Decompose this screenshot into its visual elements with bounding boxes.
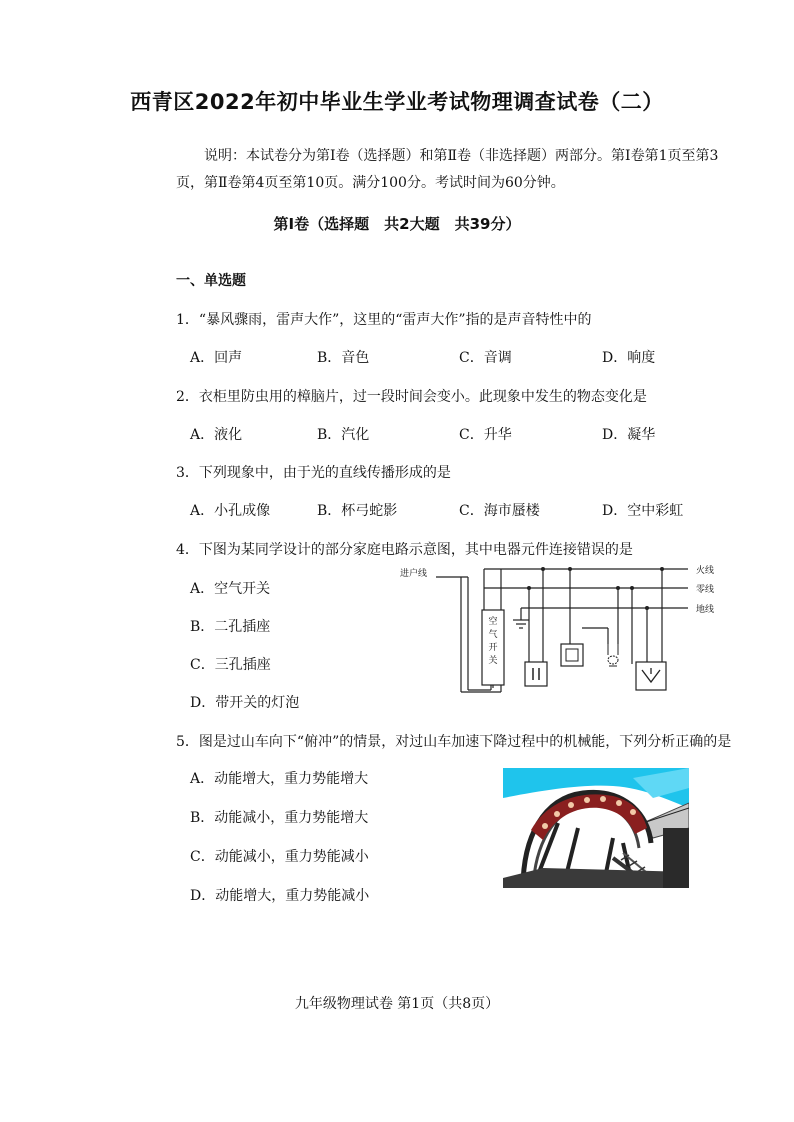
household-circuit-diagram xyxy=(396,560,696,700)
question-2-option-b: B．汽化 xyxy=(317,427,370,443)
ground-wire-label: 地线 xyxy=(696,605,715,615)
question-3-option-c: C．海市蜃楼 xyxy=(459,503,540,519)
question-2-option-c: C．升华 xyxy=(459,427,512,443)
roller-coaster-image xyxy=(503,768,689,888)
air-switch-label-char: 空 xyxy=(488,617,498,627)
intro-line-2: 页，第Ⅱ卷第4页至第10页。满分100分。考试时间为60分钟。 xyxy=(176,175,565,191)
page-footer: 九年级物理试卷 第1页（共8页） xyxy=(294,996,500,1012)
question-2-option-a: A．液化 xyxy=(190,427,243,443)
question-4-option-b: B．二孔插座 xyxy=(190,619,271,635)
question-3-option-b: B．杯弓蛇影 xyxy=(317,503,398,519)
lamp-bulb-icon xyxy=(608,644,618,666)
air-switch-label-char: 关 xyxy=(488,656,498,666)
question-4-stem: 4．下图为某同学设计的部分家庭电路示意图，其中电器元件连接错误的是 xyxy=(176,542,633,558)
question-3-option-a: A．小孔成像 xyxy=(190,503,271,519)
lamp-switch xyxy=(561,644,583,666)
question-5-option-a: A．动能增大，重力势能增大 xyxy=(190,771,369,787)
question-4-option-a: A．空气开关 xyxy=(190,581,271,597)
live-wire-label: 火线 xyxy=(696,566,715,576)
question-2-option-d: D．凝华 xyxy=(602,427,656,443)
section-title: 一、单选题 xyxy=(176,273,246,289)
question-4-option-c: C．三孔插座 xyxy=(190,657,271,673)
part-title: 第Ⅰ卷（选择题 共2大题 共39分） xyxy=(273,215,521,233)
question-5-option-c: C．动能减小，重力势能减小 xyxy=(190,849,369,865)
neutral-wire-label: 零线 xyxy=(696,585,715,595)
question-1-option-c: C．音调 xyxy=(459,350,512,366)
question-4-option-d: D．带开关的灯泡 xyxy=(190,695,300,711)
incoming-line-label: 进户线 xyxy=(400,569,428,579)
question-5-stem: 5．图是过山车向下“俯冲”的情景，对过山车加速下降过程中的机械能，下列分析正确的是 xyxy=(176,734,732,750)
exam-title: 西青区2022年初中毕业生学业考试物理调查试卷（二） xyxy=(130,90,664,114)
question-1-option-d: D．响度 xyxy=(602,350,656,366)
question-1-option-a: A．回声 xyxy=(190,350,243,366)
question-5-option-d: D．动能增大，重力势能减小 xyxy=(190,888,370,904)
air-switch-label-char: 开 xyxy=(488,643,498,653)
question-1-stem: 1．“暴风骤雨，雷声大作”，这里的“雷声大作”指的是声音特性中的 xyxy=(176,312,592,328)
question-5-option-b: B．动能减小，重力势能增大 xyxy=(190,810,369,826)
three-hole-socket xyxy=(636,662,666,690)
intro-line-1: 说明：本试卷分为第Ⅰ卷（选择题）和第Ⅱ卷（非选择题）两部分。第Ⅰ卷第1页至第3 xyxy=(204,148,719,164)
question-3-option-d: D．空中彩虹 xyxy=(602,503,684,519)
two-hole-socket xyxy=(525,662,547,686)
air-switch-label-char: 气 xyxy=(488,630,498,640)
question-2-stem: 2．衣柜里防虫用的樟脑片，过一段时间会变小。此现象中发生的物态变化是 xyxy=(176,389,647,405)
question-3-stem: 3．下列现象中，由于光的直线传播形成的是 xyxy=(176,465,451,481)
question-1-option-b: B．音色 xyxy=(317,350,370,366)
air-switch-label xyxy=(485,616,501,668)
